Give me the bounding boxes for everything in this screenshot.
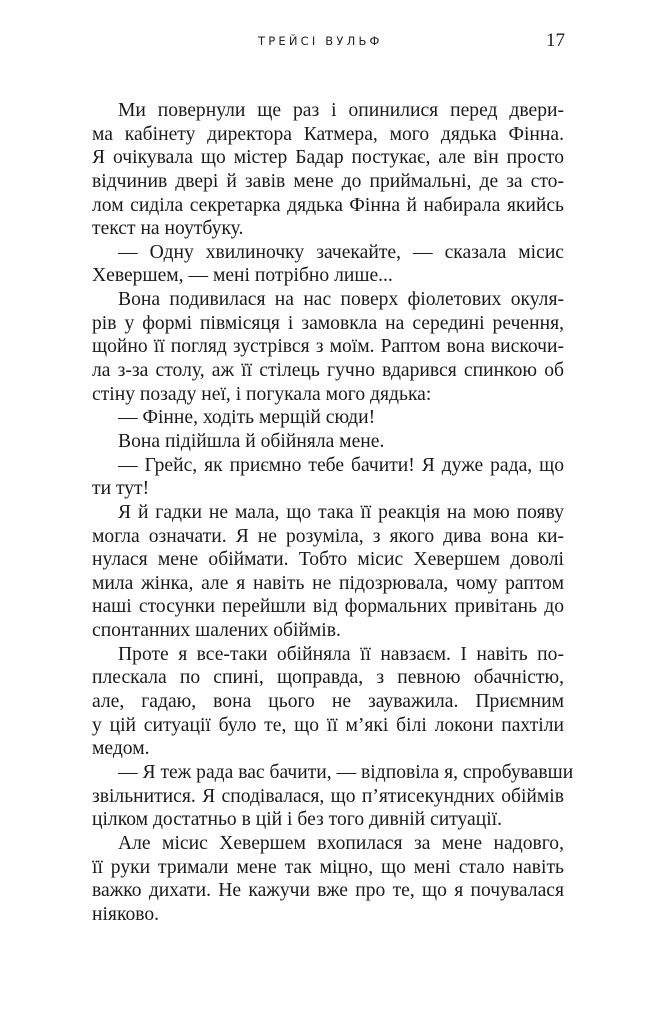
text-line: мила жінка, але я навіть не підозрювала, чому раптом <box>92 572 564 594</box>
text-line: у цій ситуації було те, що її м’які білі локони пахтіли <box>92 714 564 736</box>
text-line: спонтанних шалених обіймів. <box>92 620 341 642</box>
text-line: ти тут! <box>92 478 150 500</box>
text-line: але, гадаю, вона цього не зауважила. Приємним <box>92 691 564 713</box>
text-line: рів у формі півмісяця і замовкла на середині речення, <box>92 312 564 334</box>
text-line: її руки тримали мене так міцно, що мені стало навіть <box>92 856 564 878</box>
text-line: Проте я все-таки обійняла її навзаєм. І навіть по- <box>118 643 564 665</box>
text-line: — Грейс, як приємно тебе бачити! Я дуже рада, що <box>118 454 564 476</box>
text-line: щойно її погляд зустрівся з моїм. Раптом вона вискочи- <box>92 336 564 358</box>
text-line: Вона підійшла й обійняла мене. <box>118 430 385 452</box>
text-line: звільнитися. Я сподівалася, що п’ятисекундних обіймів <box>92 785 564 807</box>
text-line: нулася мене обіймати. Тобто місис Хевершем доволі <box>92 549 564 571</box>
text-line: Хевершем, — мені потрібно лише... <box>92 265 393 287</box>
text-line: — Я теж рада вас бачити, — відповіла я, спробувавши <box>118 761 574 783</box>
text-line: — Фінне, ходіть мерщій сюди! <box>118 407 376 429</box>
text-line: ніяково. <box>92 903 160 925</box>
text-line: Вона подивилася на нас поверх фіолетових окуля- <box>118 289 564 311</box>
text-line: відчинив двері й завів мене до приймальні, де за сто- <box>92 170 564 192</box>
text-line: Але місис Хевершем вхопилася за мене надовго, <box>118 832 564 854</box>
text-line: могла означати. Я не розуміла, з якого дива вона ки- <box>92 525 564 547</box>
text-line: плескала по спині, щоправда, з певною обачністю, <box>92 667 564 689</box>
text-line: важко дихати. Не кажучи вже про те, що я почувалася <box>92 880 564 902</box>
text-line: ма кабінету директора Катмера, мого дядька Фінна. <box>92 123 564 145</box>
text-line: лом сиділа секретарка дядька Фінна й набирала якийсь <box>92 194 564 216</box>
text-line: наші стосунки перейшли від формальних привітань до <box>92 596 564 618</box>
text-line: цілком достатньо в цій і без того дивній ситуації. <box>92 809 503 831</box>
text-line: — Одну хвилиночку зачекайте, — сказала місис <box>118 241 564 263</box>
text-line: медом. <box>92 738 150 760</box>
text-line: ла з-за столу, аж її стілець гучно вдарився спинкою об <box>92 360 564 382</box>
running-head-author: ТРЕЙСІ ВУЛЬФ <box>258 34 383 48</box>
text-line: Ми повернули ще раз і опинилися перед двери- <box>118 100 564 121</box>
text-line: Я й гадки не мала, що така її реакція на мою появу <box>118 501 564 523</box>
text-line: Я очікувала що містер Бадар постукає, але він просто <box>92 147 564 169</box>
body-text <box>92 99 574 926</box>
text-line: стіну позаду неї, і погукала мого дядька: <box>92 383 432 405</box>
text-line: текст на ноутбуку. <box>92 218 244 240</box>
page-number: 17 <box>546 30 565 51</box>
